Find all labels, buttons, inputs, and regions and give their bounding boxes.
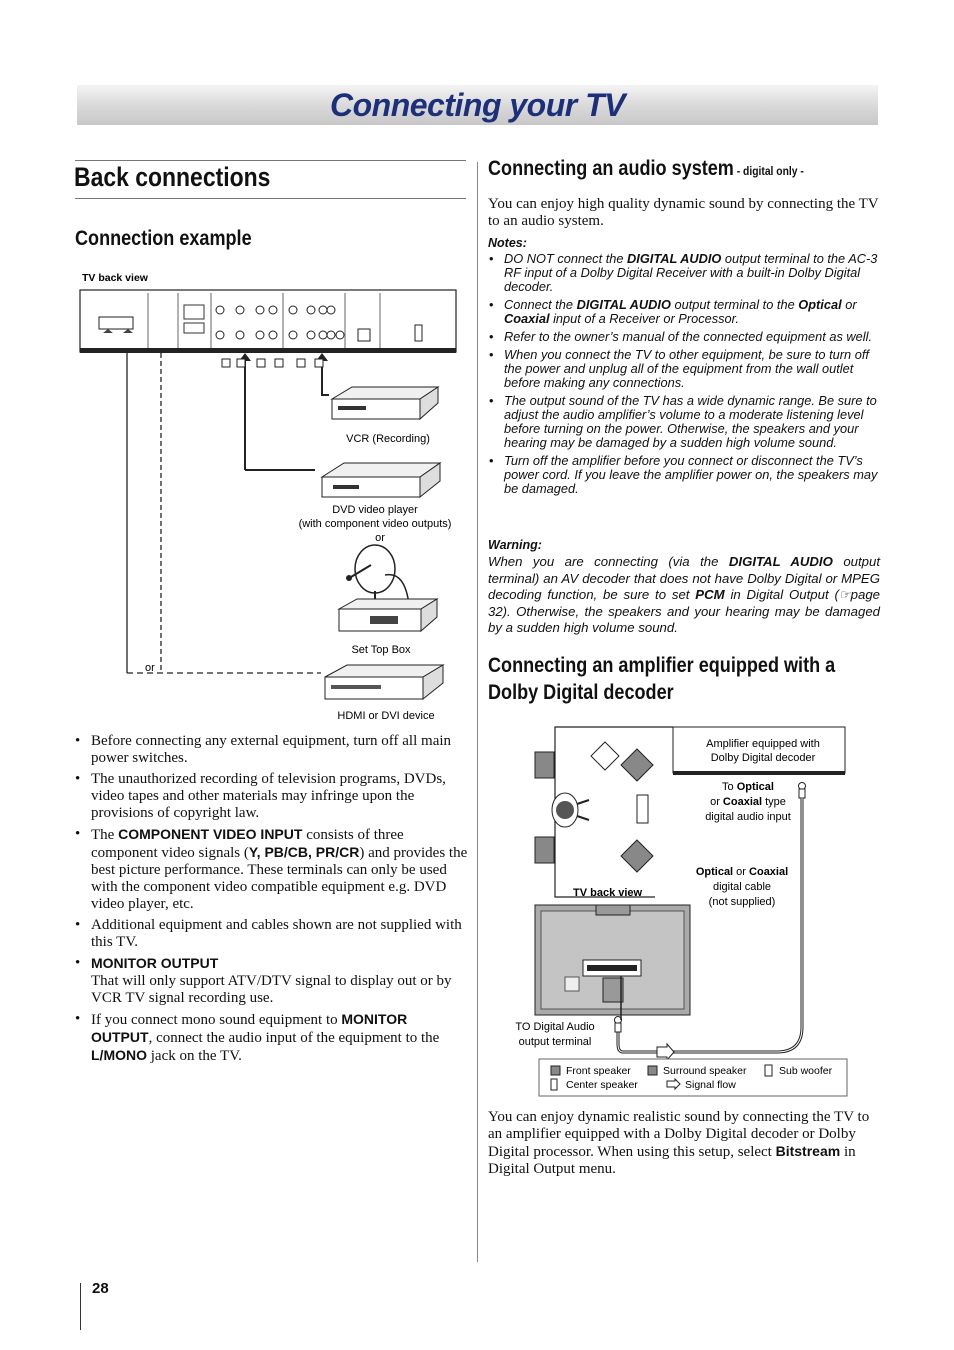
list-item: • Turn off the amplifier before you connect or disconnect the TV’s power cord. If you leave the amplifier power on, the speakers may be damaged. xyxy=(488,454,880,496)
subheading-audio-system: Connecting an audio system - digital only - xyxy=(488,157,804,180)
hdmi-device xyxy=(325,665,443,699)
list-item: • Refer to the owner’s manual of the connected equipment as well. xyxy=(488,330,880,344)
svg-text:Sub woofer: Sub woofer xyxy=(779,1065,833,1077)
hdmi-label: HDMI or DVI device xyxy=(337,710,435,722)
surround-speaker-icon xyxy=(621,749,653,781)
connection-diagram xyxy=(75,265,470,725)
svg-text:(not supplied): (not supplied) xyxy=(708,896,776,908)
signal-flow-arrow xyxy=(657,1044,674,1060)
title-banner xyxy=(77,85,878,125)
stb-label: Set Top Box xyxy=(351,644,411,656)
tv-back-graphic xyxy=(535,905,690,1020)
tv-back-panel xyxy=(80,290,456,353)
page-title: Connecting your TV xyxy=(330,87,625,123)
dvd-device xyxy=(322,463,440,497)
svg-text:digital cable: digital cable xyxy=(712,881,772,893)
svg-text:Surround speaker: Surround speaker xyxy=(663,1065,747,1077)
list-item: • MONITOR OUTPUT That will only support ATV/DTV signal to display out or by VCR TV signal recording use. xyxy=(75,955,470,1007)
svg-text:TO Digital Audio: TO Digital Audio xyxy=(515,1021,595,1033)
warning-label: Warning: xyxy=(488,538,542,552)
heading-rule-bottom xyxy=(75,198,466,199)
notes-list xyxy=(488,252,880,500)
page-number: 28 xyxy=(92,1280,109,1297)
subheading-amplifier: Connecting an amplifier equipped with a Dolby Digital decoder xyxy=(488,654,836,704)
section-heading-back-connections: Back connections xyxy=(74,162,271,192)
vcr-device xyxy=(332,387,438,419)
surround-speaker-icon xyxy=(621,840,653,872)
list-item: • The output sound of the TV has a wide dynamic range. Be sure to adjust the audio amplifier’s volume to a moderate listening level before turning on the power. Otherwise, the speakers and your hearing may be damaged by a sudden high volume sound. xyxy=(488,394,880,450)
column-divider xyxy=(477,162,478,1262)
satellite-dish-icon xyxy=(346,545,409,605)
front-speaker-icon xyxy=(535,752,554,778)
list-item: • The unauthorized recording of television programs, DVDs, video tapes and other materials may infringe upon the provisions of copyright law. xyxy=(75,771,470,822)
svg-text:Signal flow: Signal flow xyxy=(685,1079,736,1091)
amplifier-diagram xyxy=(505,722,855,1102)
svg-text:output terminal: output terminal xyxy=(518,1036,592,1048)
list-item: • Additional equipment and cables shown are not supplied with this TV. xyxy=(75,917,470,951)
set-top-box-device xyxy=(339,599,437,631)
dai-label: digital audio input xyxy=(705,811,791,823)
or-label-2: or xyxy=(145,662,155,674)
center-speaker-icon xyxy=(591,742,619,770)
audio-intro-text: You can enjoy high quality dynamic sound by connecting the TV to an audio system. xyxy=(488,196,879,229)
connection-notes-list xyxy=(75,733,470,1069)
tv-back-view-label: TV back view xyxy=(573,887,643,899)
heading-rule-top xyxy=(75,160,466,161)
subheading-connection-example: Connection example xyxy=(75,227,252,250)
list-item: • If you connect mono sound equipment to MONITOR OUTPUT, connect the audio input of the equipment to the L/MONO jack on the TV. xyxy=(75,1011,470,1065)
front-speaker-icon xyxy=(535,837,554,863)
dvd-label-2: (with component video outputs) xyxy=(298,518,452,530)
svg-text:Optical or Coaxial: Optical or Coaxial xyxy=(695,866,789,878)
amp-label-2: Dolby Digital decoder xyxy=(710,752,816,764)
notes-label: Notes: xyxy=(488,236,527,250)
page-number-rule xyxy=(80,1283,81,1330)
sub-woofer-icon xyxy=(637,795,648,823)
amp-label-1: Amplifier equipped with xyxy=(706,738,820,750)
diagram-legend xyxy=(539,1059,847,1096)
listener-icon xyxy=(552,793,589,827)
amplifier-description: You can enjoy dynamic realistic sound by connecting the TV to an amplifier equipped with a Dolby Digital decoder or Dolby Digital processor. When using this setup, select Bitstream in Digital Output menu. xyxy=(488,1109,870,1177)
svg-text:or Coaxial type: or Coaxial type xyxy=(710,796,786,808)
list-item: • When you connect the TV to other equipment, be sure to turn off the power and unplug all of the equipment from the wall outlet before making any connections. xyxy=(488,348,880,390)
list-item: • Connect the DIGITAL AUDIO output terminal to the Optical or Coaxial input of a Receiver or Processor. xyxy=(488,298,880,326)
tv-back-label: TV back view xyxy=(82,272,148,284)
warning-text: When you are connecting (via the DIGITAL AUDIO output terminal) an AV decoder that does not have Dolby Digital or MPEG decoding function, be sure to set PCM in Digital Output (☞page 32). Otherwise, the speakers and your hearing may be damaged by a sudden high volume sound. xyxy=(488,554,880,636)
optical-plug-icon xyxy=(799,783,806,799)
svg-text:Center speaker: Center speaker xyxy=(566,1079,638,1091)
list-item: • Before connecting any external equipment, turn off all main power switches. xyxy=(75,733,470,767)
vcr-label: VCR (Recording) xyxy=(346,433,430,445)
list-item: • DO NOT connect the DIGITAL AUDIO output terminal to the AC-3 RF input of a Dolby Digital Receiver with a built-in Dolby Digital decoder. xyxy=(488,252,880,294)
or-label: or xyxy=(375,532,385,544)
list-item: • The COMPONENT VIDEO INPUT consists of three component video signals (Y, PB/CB, PR/CR) and provides the best picture performance. These terminals can only be used with the component video compatible equipment e.g. DVD video player, etc. xyxy=(75,826,470,913)
dvd-label: DVD video player xyxy=(332,504,418,516)
svg-text:Front speaker: Front speaker xyxy=(566,1065,631,1077)
svg-text:To Optical: To Optical xyxy=(722,781,774,793)
